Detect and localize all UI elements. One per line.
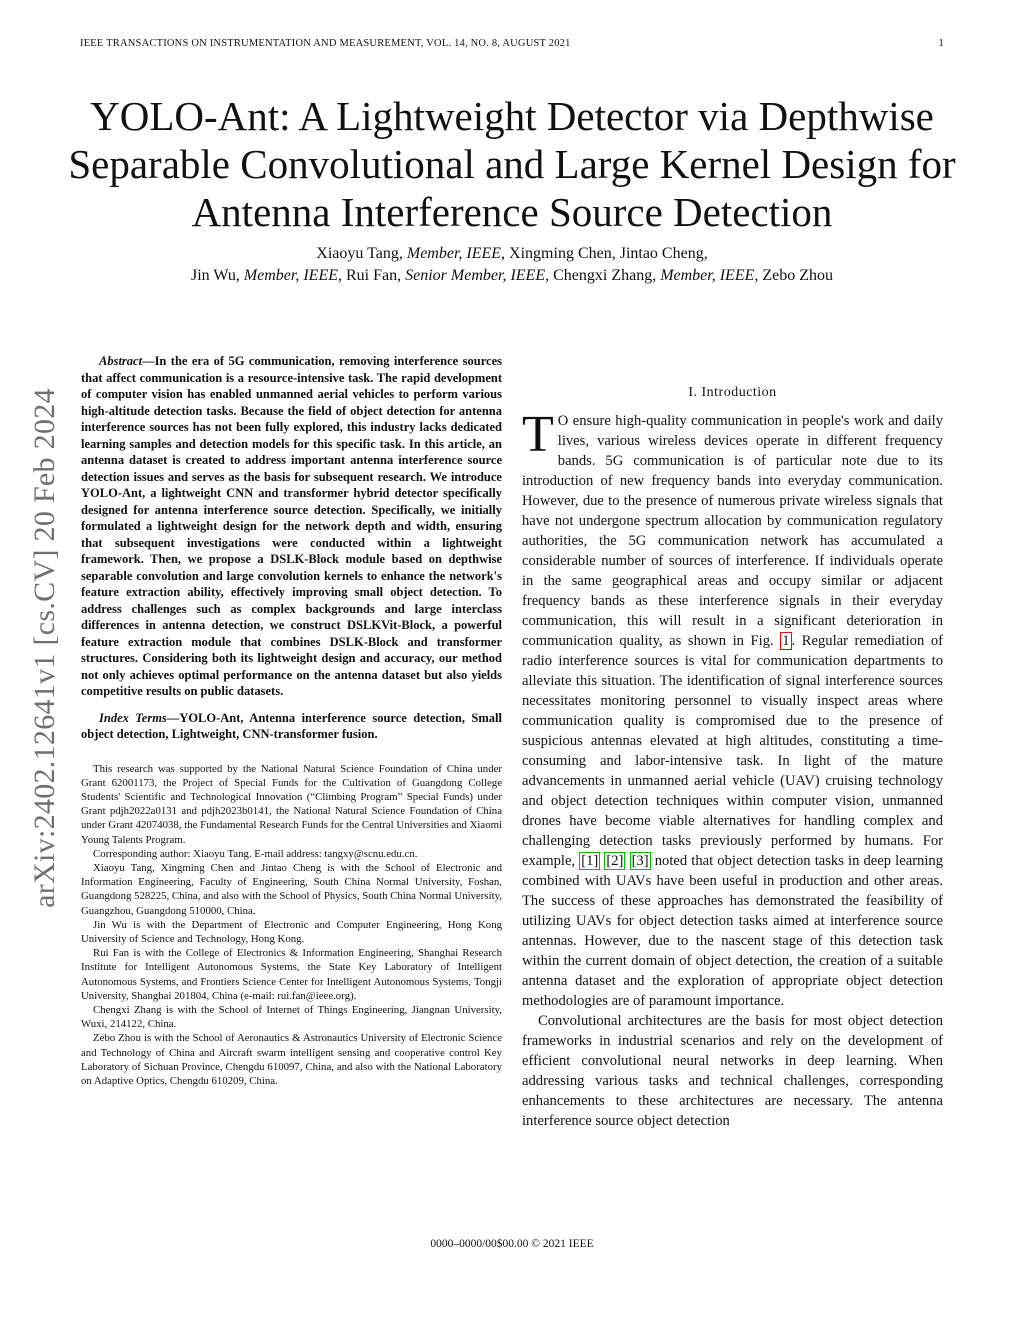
author-name: Xiaoyu Tang,	[316, 245, 407, 262]
abstract-label: Abstract	[99, 354, 143, 368]
paper-title: YOLO-Ant: A Lightweight Detector via Depthwise Separable Convolutional and Large Kernel Design for Antenna Interference Source Detection	[68, 93, 956, 235]
left-column	[81, 353, 502, 1088]
author-name: Xingming Chen, Jintao Cheng,	[505, 245, 708, 262]
abstract-text: —In the era of 5G communication, removing interference sources that affect communication is a resource-intensive task. The rapid development of computer vision has enabled unmanned aerial vehicles to perform various high-altitude detection tasks. Because the field of object detection for antenna interference sources has not been fully explored, this industry lacks dedicated learning samples and detection models for this specific task. In this article, an antenna dataset is created to address important antenna interference source detection issues and serves as the basis for subsequent research. We introduce YOLO-Ant, a lightweight CNN and transformer hybrid detector specifically designed for antenna interference source detection. Specifically, we initially formulated a lightweight design for the network depth and width, ensuring that subsequent investigations were conducted within a lightweight framework. Then, we propose a DSLK-Block module based on depthwise separable convolution and large convolution kernels to enhance the network's feature extraction ability, effectively improving small object detection. To address challenges such as complex backgrounds and large interclass differences in antenna detection, we construct DSLKVit-Block, a powerful feature extraction module that combines DSLK-Block and transformer structures. Considering both its lightweight design and accuracy, our method not only achieves optimal performance on the antenna dataset but also yields competitive results on public datasets.	[81, 354, 502, 698]
index-terms	[81, 710, 502, 743]
page-number: 1	[938, 38, 944, 49]
author-name: Rui Fan,	[342, 267, 406, 284]
copyright-footer: 0000–0000/00$00.00 © 2021 IEEE	[430, 1238, 594, 1250]
footnote-corresponding: Corresponding author: Xiaoyu Tang. E-mail address: tangxy@scnu.edu.cn.	[93, 847, 418, 860]
author-name: Zebo Zhou	[758, 267, 834, 284]
author-name: Jin Wu,	[190, 267, 244, 284]
author-name: Chengxi Zhang,	[549, 267, 661, 284]
citation-link[interactable]: [2]	[606, 853, 624, 869]
intro-text: O ensure high-quality communication in people's work and daily lives, various wireless devices operate in different frequency bands. 5G communication is of particular note due to its introduction of new frequency bands into everyday communication. However, due to the presence of numerous private wireless signals that have not undergone spectrum allocation by communication regulatory authorities, the 5G communication network has accumulated a considerable number of sources of interference. If individuals operate in the same geographical areas and occupy similar or adjacent frequency bands as these interference signals in their everyday communication, this will result in a significant deterioration in communication quality, as shown in Fig.	[522, 413, 943, 649]
author-membership: Member, IEEE,	[243, 267, 342, 284]
journal-name: IEEE TRANSACTIONS ON INSTRUMENTATION AND MEASUREMENT, VOL. 14, NO. 8, AUGUST 2021	[80, 38, 571, 49]
intro-text: . Regular remediation of radio interference sources is vital for communication departments to alleviate this situation. The identification of signal interference sources necessitates monitoring personnel to visually inspect areas where communication quality is compromised due to the presence of suspicious antennas elevated at high altitudes, constituting a time-consuming and labor-intensive task. In light of the mature advancements in unmanned aerial vehicle (UAV) cruising technology and object detection techniques within computer vision, unmanned drones have become viable alternatives for handling complex and challenging detection tasks previously performed by humans. For example,	[522, 633, 943, 869]
drop-cap: T	[522, 406, 554, 463]
index-terms-continuation-space	[522, 353, 943, 385]
footnote-funding: This research was supported by the National Natural Science Foundation of China under Grant 62001173, the Project of Special Funds for the Cultivation of Guangdong College Students' Scientific and Technological Innovation (“Climbing Program” Special Funds) under Grant pdjh2022a0131 and pdjh2023b0141, the National Natural Science Foundation of China under Grant 42074038, the Fundamental Research Funds for the Central Universities and Xiaomi Young Talents Program.	[81, 762, 502, 846]
author-membership: Member, IEEE,	[406, 245, 506, 262]
running-header	[80, 38, 944, 49]
section-heading-introduction: I. Introduction	[688, 385, 777, 400]
citation-link[interactable]: [3]	[631, 853, 649, 869]
arxiv-id: arXiv:2402.12641v1 [cs.CV] 20 Feb 2024	[28, 387, 61, 908]
footnote-affiliation: Jin Wu is with the Department of Electronic and Computer Engineering, Hong Kong University of Science and Technology, Hong Kong.	[81, 918, 502, 945]
footnote-affiliation: Rui Fan is with the College of Electronics & Information Engineering, Shanghai Research Institute for Intelligent Autonomous Systems, the State Key Laboratory of Intelligent Autonomous Systems, and Frontiers Science Center for Intelligent Autonomous Systems, Tongji University, Shanghai 201804, China (e-mail: rui.fan@ieee.org).	[81, 947, 502, 1002]
abstract	[81, 353, 502, 700]
footnote-affiliation: Xiaoyu Tang, Xingming Chen and Jintao Cheng is with the School of Electronic and Information Engineering, Faculty of Engineering, South China Normal University, Foshan, Guangdong 528225, China, and also with the School of Physics, South China Normal University, Guangzhou, Guangdong 510000, China.	[81, 861, 502, 917]
author-list	[40, 243, 984, 287]
footnotes	[81, 762, 502, 1089]
author-membership: Member, IEEE,	[660, 267, 759, 284]
index-terms-label: Index Terms	[99, 710, 167, 725]
intro-paragraph-1	[522, 406, 943, 1011]
citation-link[interactable]: [1]	[581, 853, 599, 869]
footnote-affiliation: Chengxi Zhang is with the School of Internet of Things Engineering, Jiangnan University, Wuxi, 214122, China.	[81, 1003, 502, 1031]
figure-reference-link[interactable]: 1	[782, 633, 790, 649]
intro-text: noted that object detection tasks in deep learning combined with UAVs have been useful in production and other areas. The success of these approaches has demonstrated the feasibility of utilizing UAVs for object detection tasks aimed at interference source antennas. However, due to the nascent stage of this detection task within the current domain of object detection, the creation of a suitable antenna dataset and the exploration of appropriate object detection methodologies are of paramount importance.	[522, 853, 943, 1009]
author-membership: Senior Member, IEEE,	[405, 267, 550, 284]
arxiv-stamp	[30, 350, 60, 945]
footnote-affiliation: Zebo Zhou is with the School of Aeronautics & Astronautics University of Electronic Science and Technology of China and Aircraft swarm intelligent sensing and cooperative control Key Laboratory of Sichuan Province, Chengdu 610097, China, and also with the National Laboratory on Adaptive Optics, Chengdu 610209, China.	[81, 1032, 502, 1087]
right-column	[522, 353, 943, 1131]
intro-paragraph-2: Convolutional architectures are the basis for most object detection frameworks in industrial scenarios and rely on the development of efficient convolutional neural networks in deep learning. When addressing various tasks and technical challenges, corresponding enhancements to these architectures are necessary. The antenna interference source object detection	[522, 1013, 943, 1129]
index-terms-text: —YOLO-Ant, Antenna interference source detection, Small object detection, Lightweight, CNN-transformer fusion.	[81, 710, 502, 741]
